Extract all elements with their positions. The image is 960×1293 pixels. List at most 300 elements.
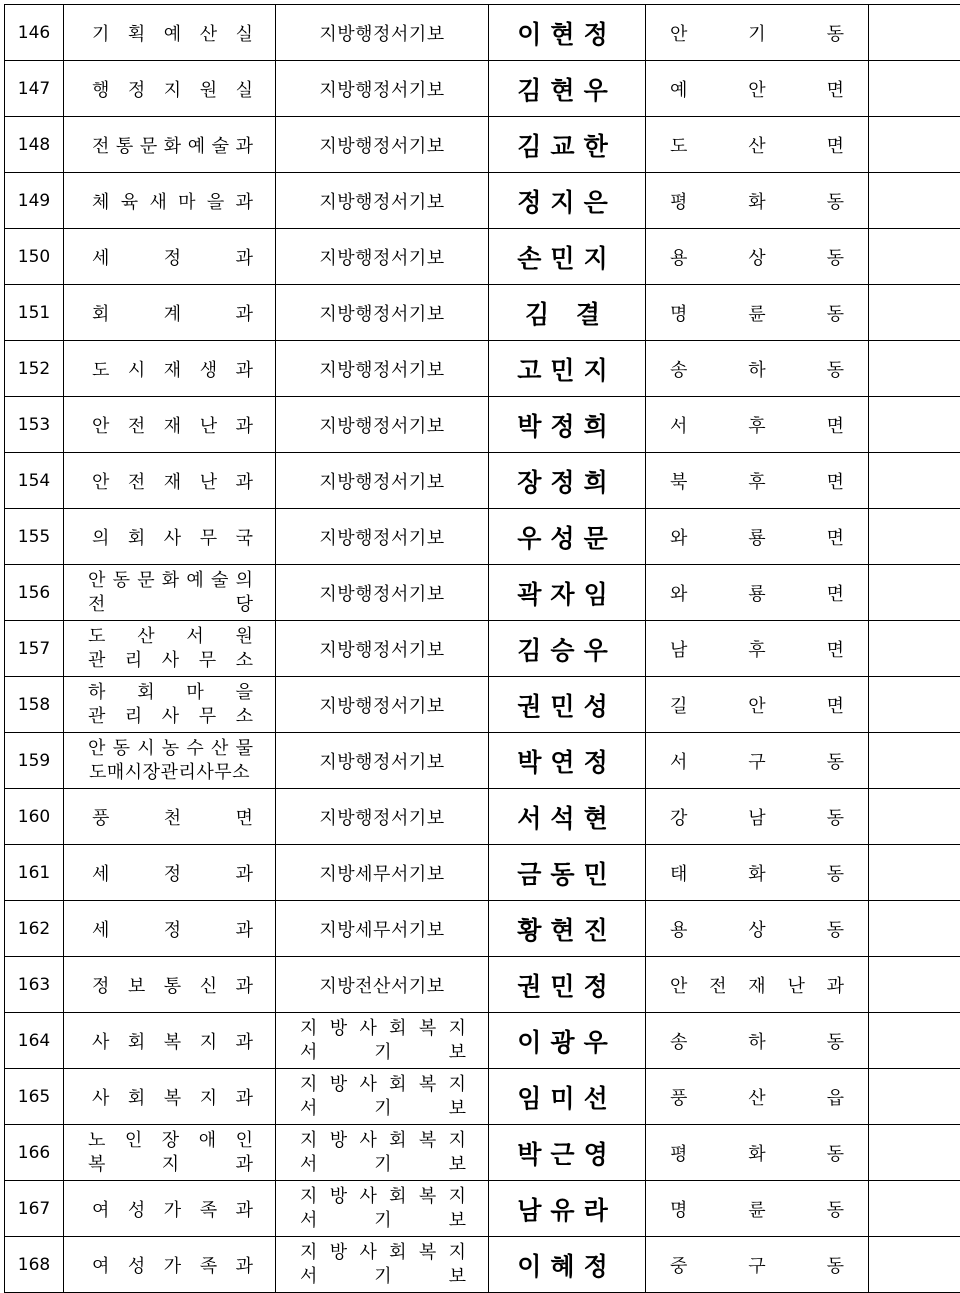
- remarks-cell: [869, 397, 960, 453]
- person-name-text: 황현진: [517, 916, 616, 945]
- rank-text: 지 방 사 회 복 지: [276, 1241, 488, 1265]
- new-post-text: 평 화 동: [646, 1140, 868, 1166]
- remarks-cell: [869, 565, 960, 621]
- table-row: [5, 957, 960, 1013]
- department-text: 노 인 장 애 인: [64, 1129, 275, 1153]
- table-row: [5, 901, 960, 957]
- person-name: [489, 621, 646, 677]
- table-row: [5, 229, 960, 285]
- department-text: 도매시장관리사무소: [64, 761, 275, 785]
- rank-text: 지방행정서기보: [276, 244, 488, 270]
- table-row: [5, 5, 960, 61]
- person-name-text: 정지은: [517, 188, 616, 217]
- department-lines: [64, 412, 275, 438]
- department-cell: [64, 677, 276, 733]
- rank-cell: [276, 117, 489, 173]
- person-name: [489, 229, 646, 285]
- table-row: [5, 733, 960, 789]
- rank-lines: [276, 132, 488, 158]
- department-lines: [64, 76, 275, 102]
- rank-lines: [276, 524, 488, 550]
- rank-cell: [276, 733, 489, 789]
- table-row: [5, 1069, 960, 1125]
- new-post-text: 송 하 동: [646, 356, 868, 382]
- department-cell: [64, 341, 276, 397]
- rank-cell: [276, 845, 489, 901]
- person-name-text: 박연정: [517, 748, 616, 777]
- new-post-cell: [646, 285, 869, 341]
- department-lines: [64, 188, 275, 214]
- department-cell: [64, 845, 276, 901]
- department-cell: [64, 509, 276, 565]
- person-name-text: 임미선: [517, 1084, 616, 1113]
- person-name-text: 손민지: [517, 244, 616, 273]
- rank-cell: [276, 285, 489, 341]
- new-post-cell: [646, 1237, 869, 1293]
- new-post-text: 남 후 면: [646, 636, 868, 662]
- person-name: [489, 677, 646, 733]
- remarks-cell: [869, 1013, 960, 1069]
- department-text: 전 당: [64, 593, 275, 617]
- person-name-text: 우성문: [517, 524, 616, 553]
- rank-cell: [276, 509, 489, 565]
- remarks-cell: [869, 509, 960, 565]
- person-name: [489, 1237, 646, 1293]
- new-post-text: 예 안 면: [646, 76, 868, 102]
- rank-lines: [276, 188, 488, 214]
- rank-text: 지방행정서기보: [276, 132, 488, 158]
- new-post-cell: [646, 173, 869, 229]
- department-cell: [64, 957, 276, 1013]
- new-post-cell: [646, 509, 869, 565]
- rank-lines: [276, 412, 488, 438]
- person-name-text: 남유라: [517, 1196, 616, 1225]
- rank-cell: [276, 1069, 489, 1125]
- department-text: 행 정 지 원 실: [64, 76, 275, 102]
- rank-text: 지방행정서기보: [276, 524, 488, 550]
- rank-cell: [276, 341, 489, 397]
- new-post-cell: [646, 733, 869, 789]
- rank-cell: [276, 789, 489, 845]
- department-text: 하 회 마 을: [64, 681, 275, 705]
- rank-lines: [276, 1237, 488, 1292]
- new-post-text: 태 화 동: [646, 860, 868, 886]
- department-text: 체 육 새 마 을 과: [64, 188, 275, 214]
- rank-cell: [276, 901, 489, 957]
- remarks-cell: [869, 117, 960, 173]
- department-text: 정 보 통 신 과: [64, 972, 275, 998]
- department-lines: [64, 1252, 275, 1278]
- department-cell: [64, 733, 276, 789]
- new-post-cell: [646, 901, 869, 957]
- department-lines: [64, 20, 275, 46]
- department-text: 세 정 과: [64, 860, 275, 886]
- rank-cell: [276, 1125, 489, 1181]
- person-name-text: 장정희: [517, 468, 616, 497]
- table-row: [5, 845, 960, 901]
- table-row: [5, 789, 960, 845]
- row-number: 152: [5, 341, 64, 397]
- person-name: [489, 1013, 646, 1069]
- department-lines: [64, 565, 275, 620]
- new-post-text: 용 상 동: [646, 916, 868, 942]
- table-row: [5, 341, 960, 397]
- rank-lines: [276, 804, 488, 830]
- department-lines: [64, 621, 275, 676]
- department-lines: [64, 300, 275, 326]
- remarks-cell: [869, 229, 960, 285]
- row-number: 163: [5, 957, 64, 1013]
- department-cell: [64, 285, 276, 341]
- rank-lines: [276, 1125, 488, 1180]
- rank-lines: [276, 20, 488, 46]
- person-name: [489, 5, 646, 61]
- department-text: 회 계 과: [64, 300, 275, 326]
- department-text: 안 동 시 농 수 산 물: [64, 737, 275, 761]
- remarks-cell: [869, 677, 960, 733]
- rank-text: 지방전산서기보: [276, 972, 488, 998]
- row-number: 151: [5, 285, 64, 341]
- new-post-text: 서 구 동: [646, 748, 868, 774]
- remarks-cell: [869, 341, 960, 397]
- remarks-cell: [869, 733, 960, 789]
- person-name-text: 곽자임: [517, 580, 616, 609]
- person-name: [489, 509, 646, 565]
- rank-lines: [276, 76, 488, 102]
- department-cell: [64, 229, 276, 285]
- department-text: 의 회 사 무 국: [64, 524, 275, 550]
- rank-text: 지 방 사 회 복 지: [276, 1185, 488, 1209]
- rank-lines: [276, 580, 488, 606]
- new-post-text: 안 전 재 난 과: [646, 972, 868, 998]
- remarks-cell: [869, 1069, 960, 1125]
- rank-lines: [276, 356, 488, 382]
- person-name-text: 이광우: [517, 1028, 616, 1057]
- department-cell: [64, 1069, 276, 1125]
- department-cell: [64, 453, 276, 509]
- department-lines: [64, 1196, 275, 1222]
- row-number: 150: [5, 229, 64, 285]
- person-name-text: 권민정: [517, 972, 616, 1001]
- department-text: 풍 천 면: [64, 804, 275, 830]
- department-text: 전 통 문 화 예 술 과: [64, 132, 275, 158]
- department-cell: [64, 117, 276, 173]
- rank-lines: [276, 636, 488, 662]
- person-name-text: 박근영: [517, 1140, 616, 1169]
- new-post-text: 와 룡 면: [646, 580, 868, 606]
- rank-text: 지 방 사 회 복 지: [276, 1073, 488, 1097]
- department-cell: [64, 789, 276, 845]
- remarks-cell: [869, 173, 960, 229]
- table-row: [5, 565, 960, 621]
- new-post-text: 명 륜 동: [646, 1196, 868, 1222]
- department-cell: [64, 173, 276, 229]
- new-post-text: 강 남 동: [646, 804, 868, 830]
- new-post-cell: [646, 1013, 869, 1069]
- table-row: [5, 1181, 960, 1237]
- rank-text: 서 기 보: [276, 1153, 488, 1177]
- person-name: [489, 1069, 646, 1125]
- row-number: 153: [5, 397, 64, 453]
- person-name-text: 박정희: [517, 412, 616, 441]
- rank-text: 지방행정서기보: [276, 20, 488, 46]
- rank-cell: [276, 621, 489, 677]
- row-number: 168: [5, 1237, 64, 1293]
- rank-text: 지방행정서기보: [276, 300, 488, 326]
- department-lines: [64, 916, 275, 942]
- department-lines: [64, 972, 275, 998]
- department-cell: [64, 1237, 276, 1293]
- person-name: [489, 341, 646, 397]
- rank-text: 지방행정서기보: [276, 188, 488, 214]
- department-cell: [64, 1125, 276, 1181]
- department-cell: [64, 397, 276, 453]
- person-name-text: 이혜정: [517, 1252, 616, 1281]
- department-cell: [64, 5, 276, 61]
- rank-cell: [276, 61, 489, 117]
- rank-text: 지방행정서기보: [276, 636, 488, 662]
- table-row: [5, 1013, 960, 1069]
- person-name: [489, 61, 646, 117]
- new-post-cell: [646, 1069, 869, 1125]
- table-row: [5, 173, 960, 229]
- department-lines: [64, 468, 275, 494]
- table-row: [5, 285, 960, 341]
- new-post-text: 풍 산 읍: [646, 1084, 868, 1110]
- person-name: [489, 117, 646, 173]
- new-post-text: 안 기 동: [646, 20, 868, 46]
- department-lines: [64, 356, 275, 382]
- department-lines: [64, 132, 275, 158]
- new-post-cell: [646, 453, 869, 509]
- row-number: 162: [5, 901, 64, 957]
- department-cell: [64, 1181, 276, 1237]
- rank-cell: [276, 1181, 489, 1237]
- row-number: 161: [5, 845, 64, 901]
- row-number: 166: [5, 1125, 64, 1181]
- rank-text: 서 기 보: [276, 1209, 488, 1233]
- rank-lines: [276, 860, 488, 886]
- table-row: [5, 677, 960, 733]
- rank-text: 서 기 보: [276, 1097, 488, 1121]
- table-row: [5, 453, 960, 509]
- person-name: [489, 733, 646, 789]
- person-name: [489, 1125, 646, 1181]
- rank-lines: [276, 916, 488, 942]
- rank-cell: [276, 677, 489, 733]
- row-number: 164: [5, 1013, 64, 1069]
- rank-lines: [276, 748, 488, 774]
- rank-text: 지 방 사 회 복 지: [276, 1017, 488, 1041]
- person-name-text: 김교한: [517, 132, 616, 161]
- new-post-cell: [646, 61, 869, 117]
- person-name: [489, 397, 646, 453]
- new-post-cell: [646, 845, 869, 901]
- remarks-cell: [869, 789, 960, 845]
- person-name: [489, 789, 646, 845]
- department-text: 안 전 재 난 과: [64, 468, 275, 494]
- person-name-text: 김 결: [525, 300, 609, 329]
- remarks-cell: [869, 61, 960, 117]
- rank-cell: [276, 1013, 489, 1069]
- department-text: 도 산 서 원: [64, 625, 275, 649]
- rank-text: 지방행정서기보: [276, 692, 488, 718]
- person-name: [489, 845, 646, 901]
- rank-text: 서 기 보: [276, 1041, 488, 1065]
- row-number: 156: [5, 565, 64, 621]
- department-lines: [64, 860, 275, 886]
- new-post-text: 길 안 면: [646, 692, 868, 718]
- rank-text: 서 기 보: [276, 1265, 488, 1289]
- new-post-cell: [646, 341, 869, 397]
- remarks-cell: [869, 1125, 960, 1181]
- person-name: [489, 565, 646, 621]
- remarks-cell: [869, 1237, 960, 1293]
- rank-text: 지방행정서기보: [276, 356, 488, 382]
- rank-lines: [276, 300, 488, 326]
- new-post-cell: [646, 229, 869, 285]
- person-name: [489, 173, 646, 229]
- row-number: 154: [5, 453, 64, 509]
- department-text: 여 성 가 족 과: [64, 1252, 275, 1278]
- new-post-cell: [646, 1181, 869, 1237]
- person-name-text: 고민지: [517, 356, 616, 385]
- department-text: 세 정 과: [64, 916, 275, 942]
- person-name: [489, 285, 646, 341]
- department-cell: [64, 621, 276, 677]
- department-cell: [64, 61, 276, 117]
- department-cell: [64, 565, 276, 621]
- department-cell: [64, 1013, 276, 1069]
- row-number: 147: [5, 61, 64, 117]
- person-name-text: 이현정: [517, 20, 616, 49]
- new-post-text: 용 상 동: [646, 244, 868, 270]
- new-post-text: 서 후 면: [646, 412, 868, 438]
- table-row: [5, 397, 960, 453]
- table-row: [5, 509, 960, 565]
- department-lines: [64, 677, 275, 732]
- rank-lines: [276, 1181, 488, 1236]
- new-post-cell: [646, 789, 869, 845]
- rank-text: 지방행정서기보: [276, 468, 488, 494]
- new-post-cell: [646, 1125, 869, 1181]
- new-post-cell: [646, 117, 869, 173]
- department-text: 복 지 과: [64, 1153, 275, 1177]
- row-number: 160: [5, 789, 64, 845]
- rank-lines: [276, 1013, 488, 1068]
- rank-cell: [276, 173, 489, 229]
- department-text: 관 리 사 무 소: [64, 705, 275, 729]
- department-text: 도 시 재 생 과: [64, 356, 275, 382]
- rank-lines: [276, 244, 488, 270]
- new-post-text: 평 화 동: [646, 188, 868, 214]
- department-text: 여 성 가 족 과: [64, 1196, 275, 1222]
- remarks-cell: [869, 621, 960, 677]
- personnel-table: [4, 4, 960, 1293]
- department-cell: [64, 901, 276, 957]
- rank-cell: [276, 565, 489, 621]
- remarks-cell: [869, 453, 960, 509]
- remarks-cell: [869, 5, 960, 61]
- remarks-cell: [869, 285, 960, 341]
- rank-text: 지방행정서기보: [276, 412, 488, 438]
- department-text: 사 회 복 지 과: [64, 1028, 275, 1054]
- rank-text: 지방행정서기보: [276, 580, 488, 606]
- new-post-text: 북 후 면: [646, 468, 868, 494]
- new-post-cell: [646, 397, 869, 453]
- table-row: [5, 61, 960, 117]
- rank-cell: [276, 5, 489, 61]
- person-name-text: 서석현: [517, 804, 616, 833]
- row-number: 149: [5, 173, 64, 229]
- new-post-text: 중 구 동: [646, 1252, 868, 1278]
- rank-text: 지방세무서기보: [276, 916, 488, 942]
- rank-lines: [276, 692, 488, 718]
- person-name-text: 금동민: [517, 860, 616, 889]
- department-lines: [64, 804, 275, 830]
- remarks-cell: [869, 845, 960, 901]
- remarks-cell: [869, 901, 960, 957]
- rank-cell: [276, 453, 489, 509]
- new-post-cell: [646, 957, 869, 1013]
- new-post-cell: [646, 5, 869, 61]
- department-text: 안 동 문 화 예 술 의: [64, 569, 275, 593]
- new-post-cell: [646, 565, 869, 621]
- rank-cell: [276, 229, 489, 285]
- table-row: [5, 621, 960, 677]
- row-number: 155: [5, 509, 64, 565]
- table-row: [5, 1237, 960, 1293]
- new-post-text: 와 룡 면: [646, 524, 868, 550]
- department-lines: [64, 1028, 275, 1054]
- row-number: 167: [5, 1181, 64, 1237]
- rank-lines: [276, 468, 488, 494]
- row-number: 158: [5, 677, 64, 733]
- person-name-text: 권민성: [517, 692, 616, 721]
- department-text: 안 전 재 난 과: [64, 412, 275, 438]
- department-text: 세 정 과: [64, 244, 275, 270]
- new-post-text: 도 산 면: [646, 132, 868, 158]
- rank-cell: [276, 1237, 489, 1293]
- new-post-text: 송 하 동: [646, 1028, 868, 1054]
- row-number: 148: [5, 117, 64, 173]
- personnel-table-body: [5, 5, 960, 1293]
- rank-lines: [276, 972, 488, 998]
- rank-text: 지방행정서기보: [276, 76, 488, 102]
- table-row: [5, 1125, 960, 1181]
- row-number: 159: [5, 733, 64, 789]
- person-name-text: 김현우: [517, 76, 616, 105]
- department-lines: [64, 524, 275, 550]
- rank-text: 지방세무서기보: [276, 860, 488, 886]
- rank-cell: [276, 397, 489, 453]
- row-number: 165: [5, 1069, 64, 1125]
- person-name: [489, 453, 646, 509]
- department-lines: [64, 733, 275, 788]
- department-lines: [64, 244, 275, 270]
- new-post-cell: [646, 677, 869, 733]
- row-number: 146: [5, 5, 64, 61]
- new-post-text: 명 륜 동: [646, 300, 868, 326]
- department-text: 기 획 예 산 실: [64, 20, 275, 46]
- person-name: [489, 901, 646, 957]
- new-post-cell: [646, 621, 869, 677]
- rank-cell: [276, 957, 489, 1013]
- remarks-cell: [869, 957, 960, 1013]
- person-name: [489, 957, 646, 1013]
- department-lines: [64, 1084, 275, 1110]
- row-number: 157: [5, 621, 64, 677]
